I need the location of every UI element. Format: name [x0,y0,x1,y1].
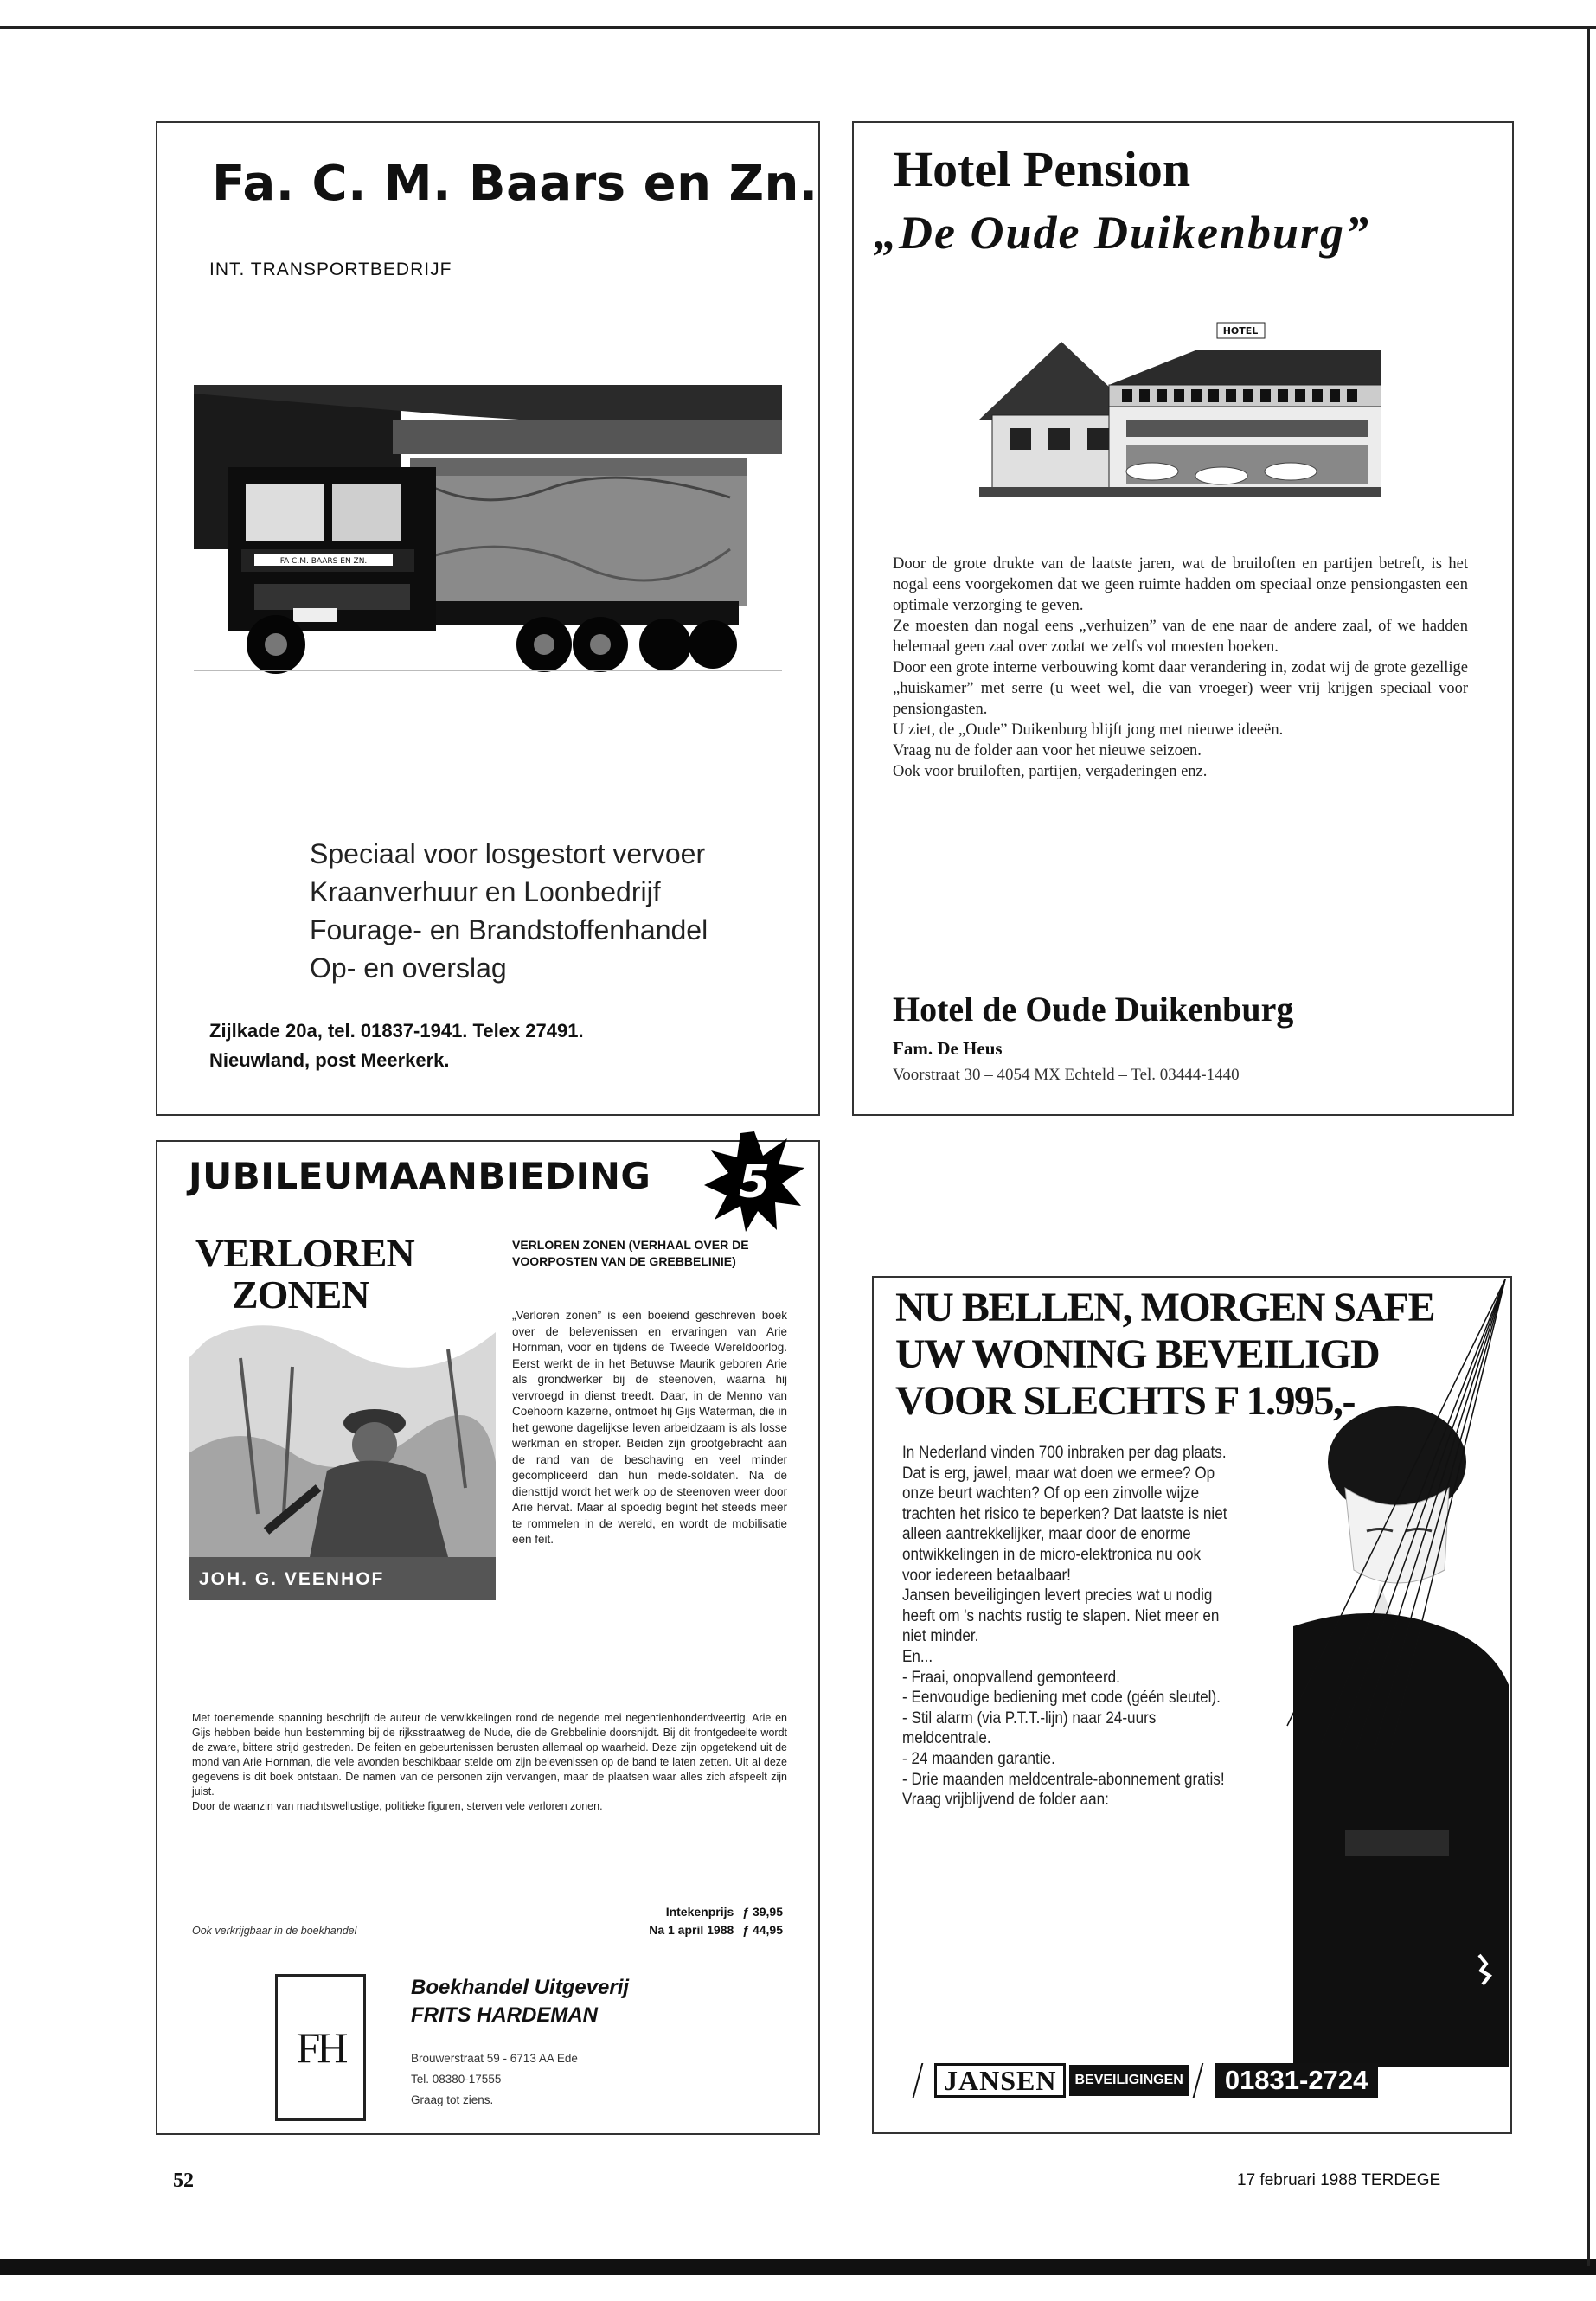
publisher-line1: Boekhandel Uitgeverij [411,1976,630,1999]
hotel-paragraph: U ziet, de „Oude” Duikenburg blijft jong met nieuwe ideeën. [893,721,1284,739]
jansen-brand-sub: BEVEILIGINGEN [1069,2065,1188,2096]
also-available: Ook verkrijgbaar in de boekhandel [192,1925,357,1937]
hotel-footer-family: Fam. De Heus [893,1038,1003,1059]
hotel-body [893,554,1468,782]
bullet-item: - Eenvoudige bediening met code (géén sleutel). [902,1689,1221,1708]
jansen-bullets [902,1668,1229,1791]
address-line: Nieuwland, post Meerkerk. [209,1049,450,1071]
headline-line: NU BELLEN, MORGEN SAFE [895,1285,1435,1330]
bullet-item: - Drie maanden meldcentrale-abonnement gratis! [902,1770,1225,1789]
address-line: Zijlkade 20a, tel. 01837-1941. Telex 27491. [209,1020,584,1042]
baars-address [209,1016,584,1075]
publisher-line2: FRITS HARDEMAN [411,2003,598,2027]
headline-line: UW WONING BEVEILIGD [895,1331,1380,1377]
book-title-block: VERLOREN ZONEN (VERHAAL OVER DE VOORPOSTEN VAN DE GREBBELINIE) [512,1238,749,1268]
publisher-logo [275,1974,366,2121]
page-border-right [1587,26,1590,2266]
service-item: Op- en overslag [310,952,507,984]
hotel-paragraph: Vraag nu de folder aan voor het nieuwe seizoen. [893,742,1202,760]
book-description-full [192,1711,787,1814]
price-row [571,1903,783,1921]
hotel-paragraph: Ze moesten dan nogal eens „verhuizen” van de ene naar de andere zaal, of we hadden helemaal geen zaal over zodat we zelfs vol moesten boeken. [893,618,1468,656]
publisher-tel: Tel. 08380-17555 [411,2073,502,2086]
price-row [571,1921,783,1939]
price-label: Intekenprijs [665,1905,734,1919]
jansen-body [902,1443,1229,1811]
hotel-paragraph: Door een grote interne verbouwing komt daar verandering in, zodat wij de grote gezellige „huiskamer” met serre (u weet wel, die van vroeger) weer vrij krijgen speciaal voor pensiongasten. [893,659,1468,718]
service-item: Kraanverhuur en Loonbedrijf [310,876,661,907]
bullet-item: - Stil alarm (via P.T.T.-lijn) naar 24-uurs meldcentrale. [902,1708,1157,1748]
book-paragraph: Met toenemende spanning beschrijft de auteur de verwikkelingen rond de negende mei negentienhonderdveertig. Arie en Gijs hebben beide hun bestemming bij de rijksstraatweg de Nude, die de Grebbelinie doorsnijdt. Bij dit frontgedeelte wordt de zware, bittere strijd gestreden. De feiten en gebeurtenissen berusten allemaal op waarheid. Deze zijn opgetekend uit de mond van Arie Hornman, die vele avonden beschikbaar stelde om zijn belevenissen op de band te laten zetten. Uit al deze gegevens is dit boek ontstaan. De namen van de personen zijn vervangen, maar de plaatsen waar alles zich afspeelt zijn juist. [192,1712,787,1798]
star-number: 5 [738,1157,771,1208]
service-item: Speciaal voor losgestort vervoer [310,838,706,869]
hotel-photo [979,316,1381,497]
cover-author: JOH. G. VEENHOF [199,1569,385,1589]
hotel-title: Hotel Pension [894,141,1191,197]
hotel-paragraph: Door de grote drukte van de laatste jaren, wat de bruiloften en partijen betreft, is het nogal eens voorgekomen dat we geen ruimte hadden om speciaal onze pensiongasten een optimale verzorging te geven. [893,555,1468,614]
page-number: 52 [173,2170,194,2192]
page-border-top [0,26,1596,29]
cover-title-line: VERLOREN [195,1231,414,1275]
book-paragraph: Door de waanzin van machtswellustige, politieke figuren, sterven vele verloren zonen. [192,1800,603,1812]
price-label: Na 1 april 1988 [649,1923,734,1937]
logo-letters: FH [296,2023,345,2072]
jansen-phone: 01831-2724 [1215,2063,1379,2098]
publisher-closing: Graag tot ziens. [411,2093,494,2106]
hotel-footer-name: Hotel de Oude Duikenburg [893,990,1294,1029]
bullet-item: - 24 maanden garantie. [902,1749,1055,1768]
baars-services [310,835,708,987]
publication-date: 17 februari 1988 TERDEGE [1237,2171,1441,2189]
baars-subtitle: INT. TRANSPORTBEDRIJF [209,260,452,279]
headline-line: VOOR SLECHTS F 1.995,- [895,1378,1355,1424]
truck-photo [194,385,782,696]
book-heading: JUBILEUMAANBIEDING [189,1155,651,1197]
hotel-gothic-name: „De Oude Duikenburg” [874,207,1371,259]
service-item: Fourage- en Brandstoffenhandel [310,914,708,945]
star-badge [702,1130,806,1234]
cover-title [195,1233,414,1316]
jansen-paragraph: In Nederland vinden 700 inbraken per dag plaats. Dat is erg, jawel, maar wat doen we ermee? Op onze beurt wachten? Of op een zinvolle wijze trachten het risico te beperken? Dat laatste is niet alleen aantrekkelijker, maar door de enorme ontwikkelingen in de micro-elektronica nu ook voor iedereen betaalbaar! [902,1444,1227,1585]
book-description-col: „Verloren zonen” is een boeiend geschreven boek over de belevenissen en ervaringen van Arie Hornman, voor en tijdens de Tweede Wereldoorlog. Eerst werkt de in het Betuwse Maurik geboren Arie als grondwerker bij de steenoven, waarna hij vervroegd in dienst treedt. Daar, in de Menno van Coehoorn kazerne, ontmoet hij Gijs Waterman, die in het gewone dagelijkse leven arbeidzaam is als losse werkman en stroper. Beiden zijn grootgebracht aan de rand van de beschaving en veel minder gecompliceerd dan hun mede-soldaten. Na de diensttijd wordt het werk op de steenoven weer door Arie hervat. Maar al spoedig begint het steeds meer te rommelen in de wereld, en wordt de mobilisatie een feit. [512,1309,787,1546]
page-border-bottom [0,2259,1596,2275]
publisher-contact [411,2048,578,2111]
jansen-headline [895,1285,1434,1425]
hotel-footer-address: Voorstraat 30 – 4054 MX Echteld – Tel. 03444-1440 [893,1066,1240,1084]
price-block [571,1903,783,1939]
logo-slash [1192,2063,1214,2098]
cover-title-line: ZONEN [232,1272,369,1317]
jansen-paragraph: Jansen beveiligingen levert precies wat u nodig heeft om 's nachts rustig te slapen. Niet meer en niet minder. [902,1586,1220,1646]
publisher-address: Brouwerstraat 59 - 6713 AA Ede [411,2052,578,2065]
bullet-item: - Fraai, onopvallend gemonteerd. [902,1668,1120,1687]
hotel-paragraph: Ook voor bruiloften, partijen, vergaderingen enz. [893,763,1208,780]
baars-title: Fa. C. M. Baars en Zn. [212,156,818,212]
truck-plate-text: FA C.M. BAARS EN ZN. [279,557,368,566]
price-value: ƒ 44,95 [742,1923,783,1937]
jansen-closing: Vraag vrijblijvend de folder aan: [902,1791,1109,1810]
jansen-logo-bar [917,2063,1509,2098]
jansen-brand: JANSEN [934,2063,1066,2098]
hotel-sign: HOTEL [1222,325,1259,336]
jansen-en: En... [902,1647,933,1666]
price-value: ƒ 39,95 [742,1905,783,1919]
